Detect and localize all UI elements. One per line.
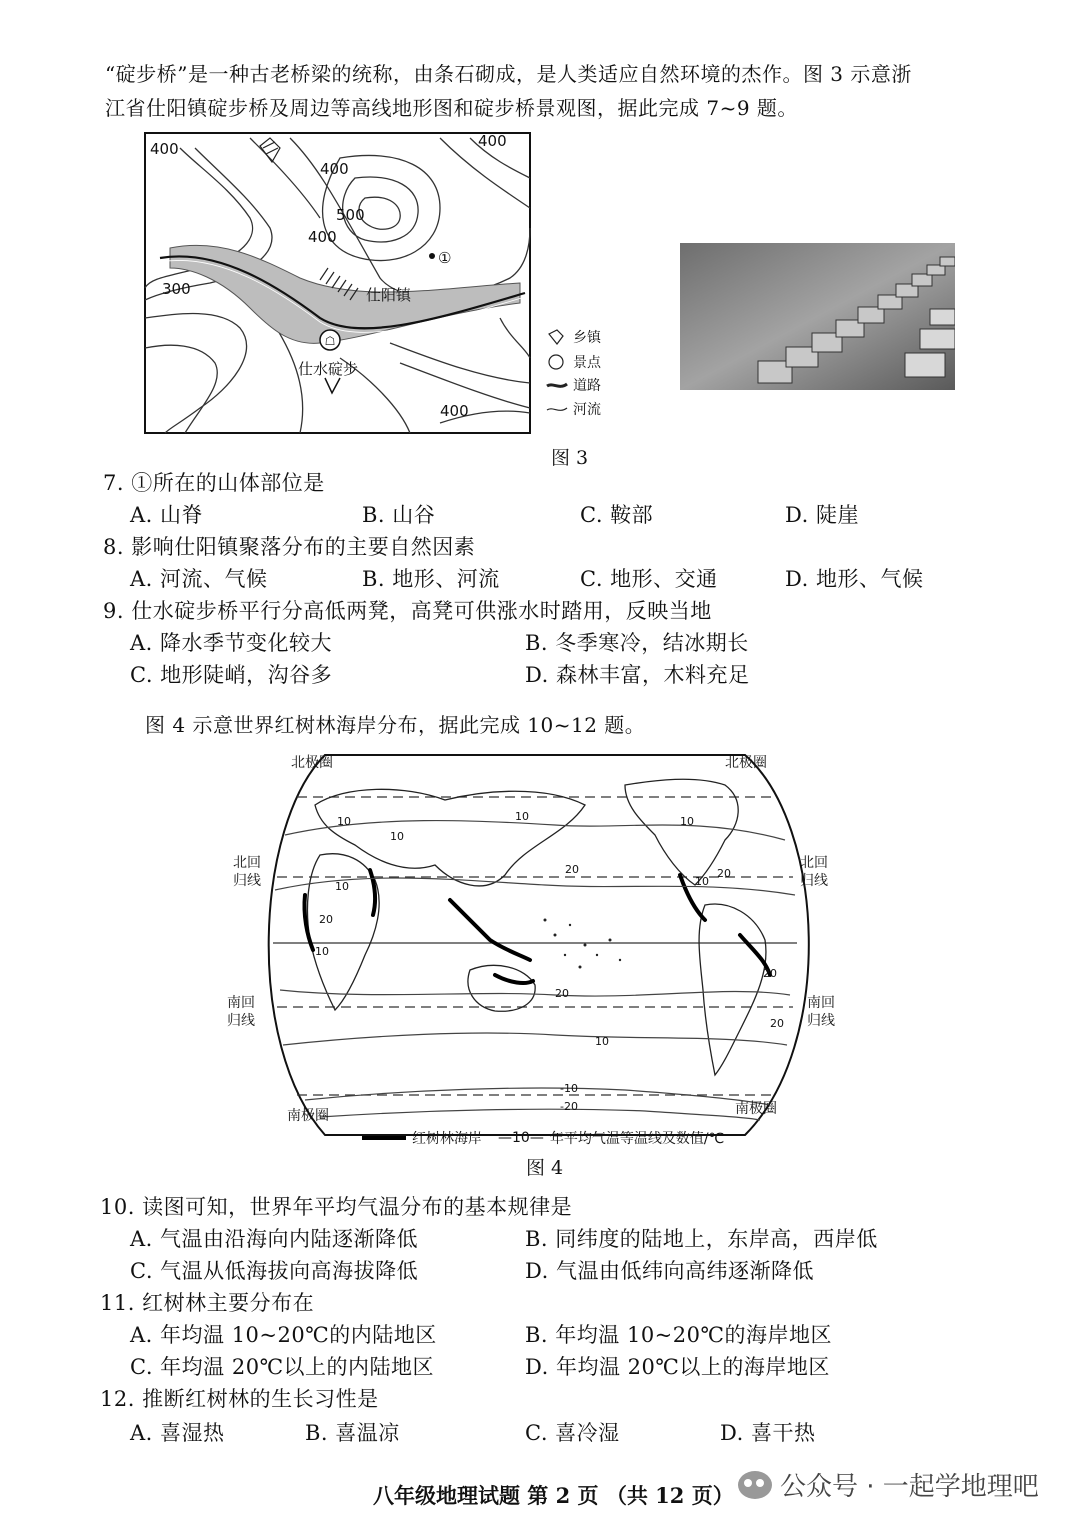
isotherm-label: 20 xyxy=(770,1017,784,1030)
tropic-cancer-label-left: 北回 xyxy=(233,855,261,871)
question-8-stem: 8. 影响仕阳镇聚落分布的主要自然因素 xyxy=(103,535,476,559)
q10-option-c: C. 气温从低海拔向高海拔降低 xyxy=(130,1259,419,1283)
isotherm-label: 10 xyxy=(680,815,694,828)
q8-option-a: A. 河流、气候 xyxy=(130,567,268,591)
q9-option-c: C. 地形陡峭，沟谷多 xyxy=(130,663,333,687)
stepping-stone-bridge-photo xyxy=(680,243,955,390)
arctic-circle-label-left: 北极圈 xyxy=(291,755,333,771)
contour-label: 400 xyxy=(150,140,179,158)
marker-1: ① xyxy=(438,249,452,267)
q7-option-d: D. 陡崖 xyxy=(785,503,859,527)
q9-option-a: A. 降水季节变化较大 xyxy=(130,631,333,655)
contour-label: 400 xyxy=(440,402,469,420)
q11-option-c: C. 年均温 20℃以上的内陆地区 xyxy=(130,1355,435,1379)
wechat-icon xyxy=(738,1471,772,1499)
q10-option-d: D. 气温由低纬向高纬逐渐降低 xyxy=(525,1259,814,1283)
q7-option-c: C. 鞍部 xyxy=(580,503,654,527)
isotherm-label: 20 xyxy=(319,913,333,926)
intro-line-2: 江省仕阳镇碇步桥及周边等高线地形图和碇步桥景观图，据此完成 7~9 题。 xyxy=(105,96,798,120)
q11-option-b: B. 年均温 10~20℃的海岸地区 xyxy=(525,1323,832,1347)
isotherm-label: 10 xyxy=(315,945,329,958)
q8-option-d: D. 地形、气候 xyxy=(785,567,924,591)
q8-option-c: C. 地形、交通 xyxy=(580,567,718,591)
isotherm-label: 10 xyxy=(390,830,404,843)
contour-label: 400 xyxy=(308,228,337,246)
q10-option-b: B. 同纬度的陆地上，东岸高，西岸低 xyxy=(525,1227,878,1251)
legend-river: 河流 xyxy=(573,402,601,418)
antarctic-circle-label-left: 南极圈 xyxy=(287,1108,329,1124)
isotherm-label: 20 xyxy=(763,967,777,980)
page-footer: 八年级地理试题 第 2 页 （共 12 页） xyxy=(373,1483,734,1508)
q7-option-a: A. 山脊 xyxy=(130,503,204,527)
tropic-cancer-label-right: 归线 xyxy=(800,873,828,889)
isotherm-label: 10 xyxy=(515,810,529,823)
isotherm-label: -20 xyxy=(560,1100,578,1113)
isotherm-label: 10 xyxy=(337,815,351,828)
q12-option-a: A. 喜湿热 xyxy=(130,1421,225,1445)
intro-line-1: “碇步桥”是一种古老桥梁的统称，由条石砌成，是人类适应自然环境的杰作。图 3 示意浙 xyxy=(105,62,912,86)
legend-isotherm: 年平均气温等温线及数值/℃ xyxy=(549,1131,725,1147)
tropic-capricorn-label-right: 南回 xyxy=(807,995,835,1011)
contour-label: 300 xyxy=(162,280,191,298)
question-9-stem: 9. 仕水碇步桥平行分高低两凳，高凳可供涨水时踏用，反映当地 xyxy=(103,599,712,623)
tropic-cancer-label-left: 归线 xyxy=(233,873,261,889)
q12-option-b: B. 喜温凉 xyxy=(305,1421,400,1445)
tropic-capricorn-label-right: 归线 xyxy=(807,1013,835,1029)
town-label: 仕阳镇 xyxy=(366,286,412,304)
question-11-stem: 11. 红树林主要分布在 xyxy=(100,1291,315,1315)
arctic-circle-label-right: 北极圈 xyxy=(725,755,767,771)
legend-road: 道路 xyxy=(573,378,601,394)
legend-isotherm-sample: —10— xyxy=(498,1130,544,1146)
tropic-capricorn-label-left: 南回 xyxy=(227,995,255,1011)
legend-mangrove: 红树林海岸 xyxy=(412,1131,482,1147)
figure-3-contour-map xyxy=(140,128,540,438)
figure-3-caption: 图 3 xyxy=(551,447,589,469)
intro-figure-4: 图 4 示意世界红树林海岸分布，据此完成 10~12 题。 xyxy=(145,713,646,737)
q10-option-a: A. 气温由沿海向内陆逐渐降低 xyxy=(130,1227,419,1251)
figure-4-caption: 图 4 xyxy=(526,1157,564,1179)
isotherm-label: -10 xyxy=(560,1082,578,1095)
contour-label: 400 xyxy=(320,160,349,178)
q9-option-d: D. 森林丰富，木料充足 xyxy=(525,663,750,687)
spot-label: 仕水碇步 xyxy=(298,360,359,378)
tropic-cancer-label-right: 北回 xyxy=(800,855,828,871)
q8-option-b: B. 地形、河流 xyxy=(362,567,500,591)
legend-town: 乡镇 xyxy=(573,330,601,346)
contour-label: 500 xyxy=(336,206,365,224)
isotherm-label: 20 xyxy=(565,863,579,876)
q7-option-b: B. 山谷 xyxy=(362,503,436,527)
isotherm-label: 10 xyxy=(595,1035,609,1048)
watermark xyxy=(738,1466,1039,1503)
antarctic-circle-label-right: 南极圈 xyxy=(735,1101,777,1117)
svg-text:☖: ☖ xyxy=(324,334,336,348)
isotherm-label: 10 xyxy=(695,875,709,888)
question-12-stem: 12. 推断红树林的生长习性是 xyxy=(100,1387,379,1411)
isotherm-label: 20 xyxy=(555,987,569,1000)
figure-3-legend xyxy=(545,328,625,428)
q12-option-c: C. 喜冷湿 xyxy=(525,1421,620,1445)
question-10-stem: 10. 读图可知，世界年平均气温分布的基本规律是 xyxy=(100,1195,573,1219)
mangrove-legend-swatch xyxy=(362,1136,406,1140)
figure-4-world-map xyxy=(225,745,855,1155)
question-7-stem: 7. ①所在的山体部位是 xyxy=(103,471,325,495)
isotherm-label: 10 xyxy=(335,880,349,893)
q11-option-a: A. 年均温 10~20℃的内陆地区 xyxy=(130,1323,437,1347)
isotherm-label: 20 xyxy=(717,867,731,880)
legend-spot: 景点 xyxy=(573,355,601,371)
tropic-capricorn-label-left: 归线 xyxy=(227,1013,255,1029)
q9-option-b: B. 冬季寒冷，结冰期长 xyxy=(525,631,749,655)
watermark-text: 公众号 · 一起学地理吧 xyxy=(780,1472,1039,1502)
q11-option-d: D. 年均温 20℃以上的海岸地区 xyxy=(525,1355,830,1379)
contour-label: 400 xyxy=(478,132,507,150)
figure-4-legend xyxy=(362,1128,724,1148)
q12-option-d: D. 喜干热 xyxy=(720,1421,816,1445)
